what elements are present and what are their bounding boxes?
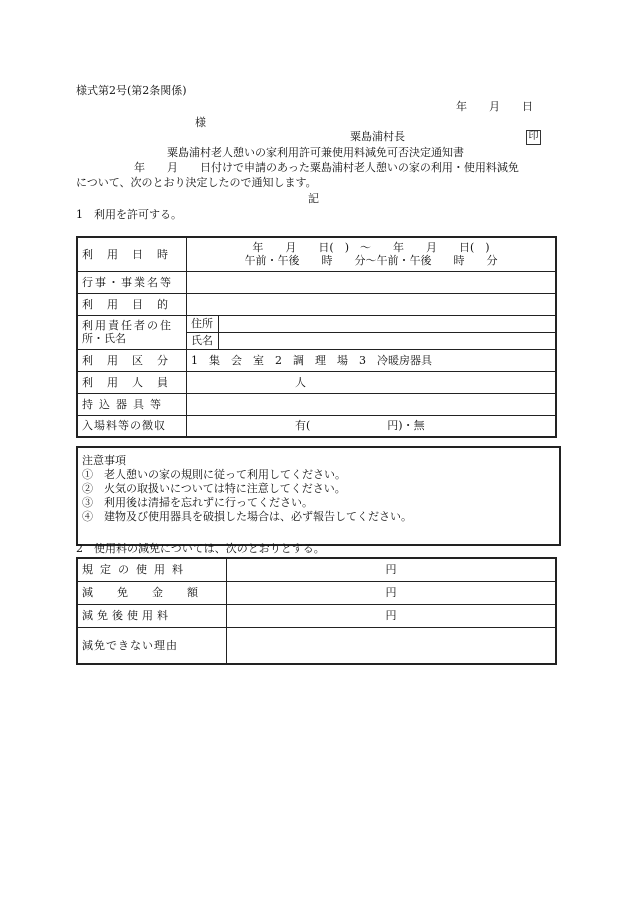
category-value[interactable]: 1 集 会 室 2 調 理 場 3 冷暖房器具: [187, 349, 557, 371]
reduction-value-fee[interactable]: 円: [227, 558, 557, 581]
reduction-value-amount[interactable]: 円: [227, 581, 557, 604]
fee-value-text: 有( 円)・無: [295, 419, 425, 433]
document-title: 粟島浦村老人憩いの家利用許可兼使用料減免可否決定通知書: [167, 146, 464, 159]
note-item: ③ 利用後は清掃を忘れずに行ってください。: [82, 496, 313, 509]
name-label: 氏名: [187, 332, 219, 349]
responsible-label-line-1: 利用責任者の住: [82, 319, 173, 332]
purpose-label-text: 利用目的: [82, 297, 182, 311]
equipment-label-text: 持込器具等: [82, 397, 167, 411]
form-number: 様式第2号(第2条関係): [76, 84, 187, 97]
purpose-value[interactable]: [187, 293, 557, 315]
datetime-line-1: 年 月 日( ) ～ 年 月 日( ): [252, 241, 490, 255]
section-2-heading: 2 使用料の減免については、次のとおりとする。: [76, 542, 325, 555]
event-label: [77, 271, 187, 293]
permit-table: [76, 236, 557, 438]
reduction-label-amount-text: 減免金額: [82, 586, 222, 599]
persons-label: [77, 371, 187, 393]
datetime-label-text: 利用日時: [82, 247, 182, 261]
reduction-label-reason-text: 減免できない理由: [82, 638, 178, 652]
fee-value[interactable]: [187, 415, 557, 437]
equipment-label: [77, 393, 187, 415]
address-value[interactable]: [219, 315, 557, 332]
datetime-value[interactable]: [187, 237, 557, 271]
note-item: ② 火気の取扱いについては特に注意してください。: [82, 482, 346, 495]
reduction-value-after[interactable]: 円: [227, 604, 557, 627]
reduction-label-after: [77, 604, 227, 627]
notes-box: [76, 446, 561, 546]
notes-heading: 注意事項: [82, 454, 126, 467]
category-label-text: 利用区分: [82, 353, 182, 367]
category-label: [77, 349, 187, 371]
reduction-label-fee-text: 規定の使用料: [82, 563, 190, 577]
event-label-text: 行事・事業名等: [82, 275, 173, 289]
addressee-suffix: 様: [195, 116, 206, 129]
purpose-label: [77, 293, 187, 315]
ki-marker: 記: [308, 192, 319, 205]
reduction-label-reason: [77, 627, 227, 664]
datetime-line-2: 午前・午後 時 分～午前・午後 時 分: [244, 254, 498, 268]
persons-label-text: 利用人員: [82, 375, 182, 389]
equipment-value[interactable]: [187, 393, 557, 415]
fee-label: [77, 415, 187, 437]
seal-mark: 印: [526, 130, 541, 145]
persons-value[interactable]: [187, 371, 557, 393]
reduction-label-fee: [77, 558, 227, 581]
reduction-label-after-text: 減免後使用料: [82, 609, 172, 622]
datetime-label: [77, 237, 187, 271]
reduction-label-amount: [77, 581, 227, 604]
section-1-heading: 1 利用を許可する。: [76, 208, 182, 221]
reduction-table: [76, 557, 557, 665]
persons-unit: 人: [295, 375, 306, 389]
intro-line-2: について、次のとおり決定したので通知します。: [76, 176, 317, 189]
event-value[interactable]: [187, 271, 557, 293]
reduction-value-reason[interactable]: [227, 627, 557, 664]
responsible-label-line-2: 所・氏名: [82, 332, 126, 345]
responsible-label: [77, 315, 187, 349]
fee-label-text: 入場料等の徴収: [82, 419, 166, 433]
date-line: 年 月 日: [456, 100, 533, 113]
intro-line-1: 年 月 日付けで申請のあった粟島浦村老人憩いの家の利用・使用料減免: [134, 161, 519, 174]
address-label: 住所: [187, 315, 219, 332]
note-item: ① 老人憩いの家の規則に従って利用してください。: [82, 468, 346, 481]
issuer-name: 粟島浦村長: [350, 130, 405, 143]
note-item: ④ 建物及び使用器具を破損した場合は、必ず報告してください。: [82, 510, 412, 523]
name-value[interactable]: [219, 332, 557, 349]
